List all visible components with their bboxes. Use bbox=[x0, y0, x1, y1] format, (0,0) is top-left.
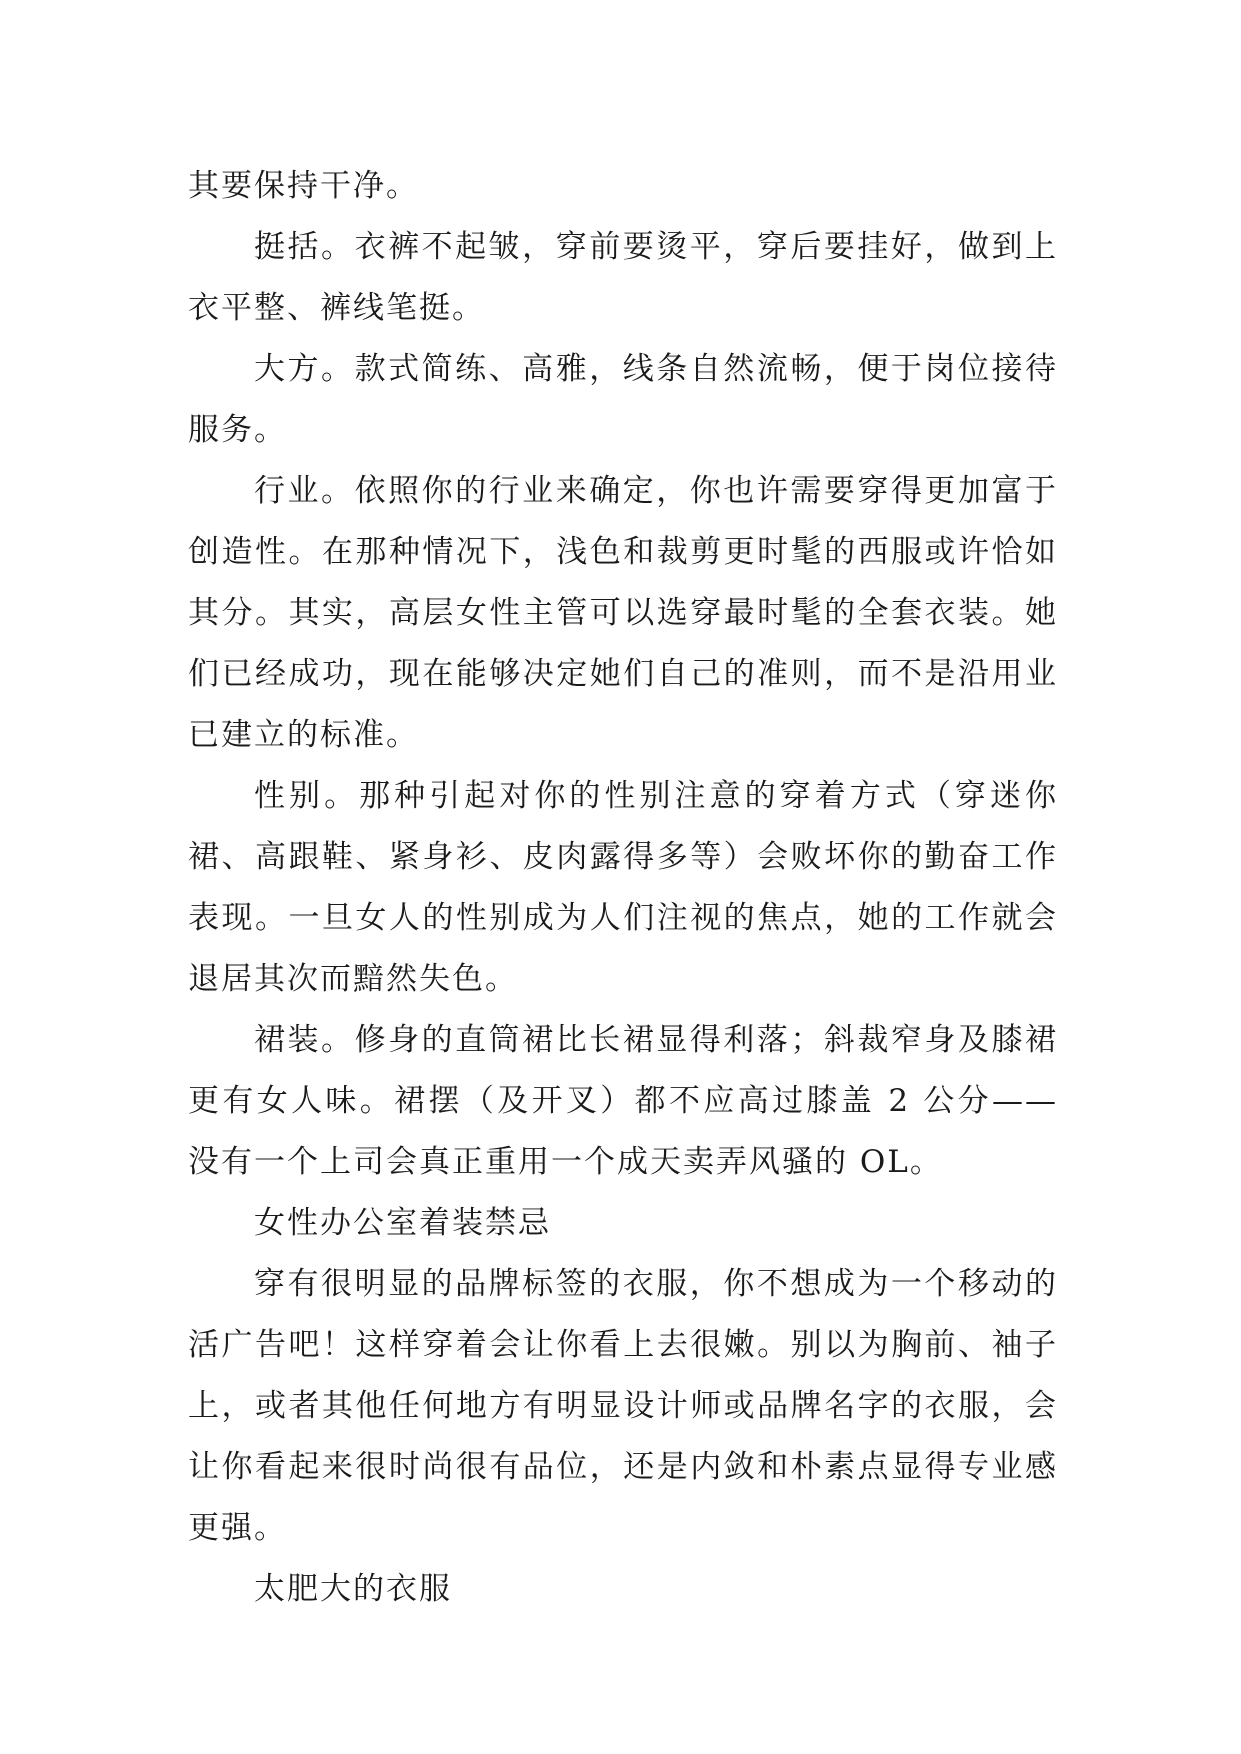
paragraph-gender: 性别。那种引起对你的性别注意的穿着方式（穿迷你裙、高跟鞋、紧身衫、皮肉露得多等）会败坏你的勤奋工作表现。一旦女人的性别成为人们注视的焦点，她的工作就会退居其次而黯然失色。 bbox=[188, 778, 1058, 997]
section-heading-taboos: 女性办公室着装禁忌 bbox=[254, 1205, 551, 1241]
paragraph-skirt: 裙装。修身的直筒裙比长裙显得利落；斜裁窄身及膝裙更有女人味。裙摆（及开叉）都不应高过膝盖 2 公分——没有一个上司会真正重用一个成天卖弄风骚的 OL。 bbox=[188, 1022, 1058, 1180]
document-body bbox=[188, 156, 1058, 1620]
paragraph-crisp: 挺括。衣裤不起皱，穿前要烫平，穿后要挂好，做到上衣平整、裤线笔挺。 bbox=[188, 229, 1058, 326]
paragraph-continuation: 其要保持干净。 bbox=[188, 168, 419, 204]
paragraph-industry: 行业。依照你的行业来确定，你也许需要穿得更加富于创造性。在那种情况下，浅色和裁剪更时髦的西服或许恰如其分。其实，高层女性主管可以选穿最时髦的全套衣装。她们已经成功，现在能够决定她们自己的准则，而不是沿用业已建立的标准。 bbox=[188, 473, 1058, 753]
paragraph-elegant: 大方。款式简练、高雅，线条自然流畅，便于岗位接待服务。 bbox=[188, 351, 1058, 448]
paragraph-oversized-clothes: 太肥大的衣服 bbox=[254, 1571, 452, 1607]
paragraph-brand-labels: 穿有很明显的品牌标签的衣服，你不想成为一个移动的活广告吧！这样穿着会让你看上去很嫩。别以为胸前、袖子上，或者其他任何地方有明显设计师或品牌名字的衣服，会让你看起来很时尚很有品位，还是内敛和朴素点显得专业感更强。 bbox=[188, 1266, 1058, 1546]
